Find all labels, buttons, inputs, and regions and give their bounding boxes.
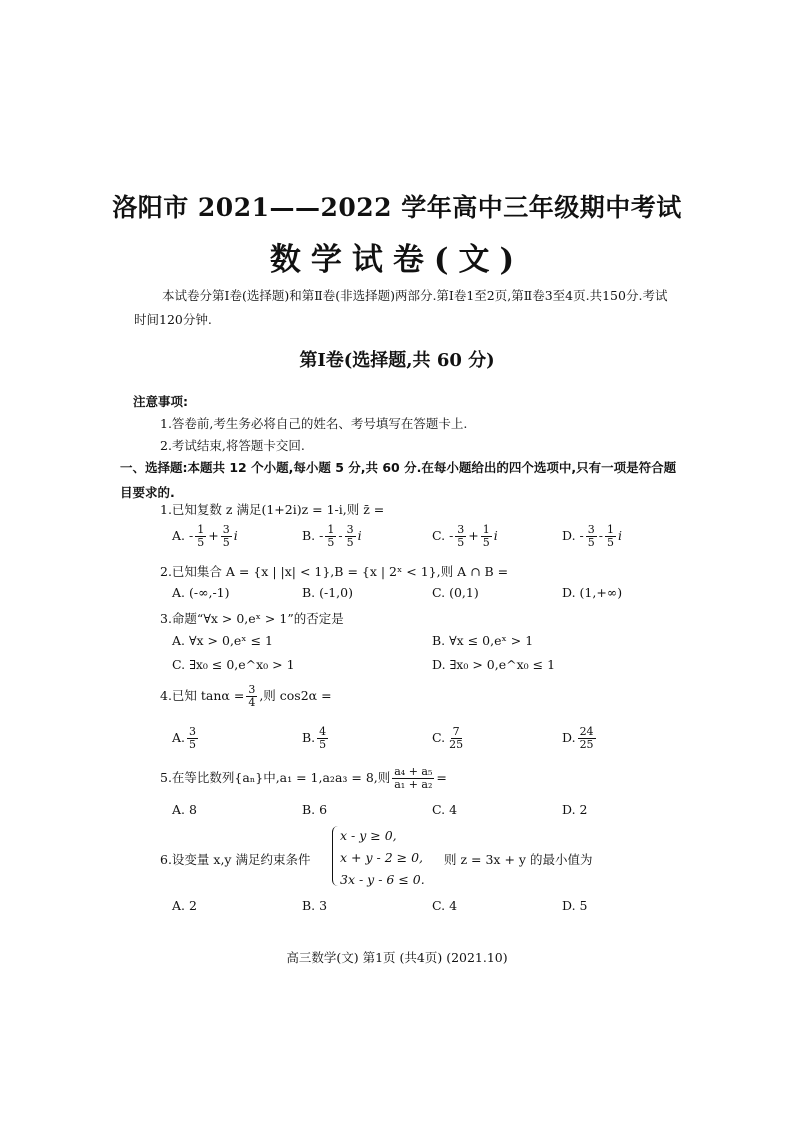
page-footer: 高三数学(文) 第1页 (共4页) (2021.10) <box>286 950 508 965</box>
question-4-option-b: B. $\frac{4}{5}$ <box>302 725 327 751</box>
question-2-option-d: D. (1,+∞) <box>562 585 623 600</box>
question-5-option-a: A. 8 <box>172 802 197 817</box>
question-2-option-c: C. (0,1) <box>432 585 479 600</box>
question-4-stem: 4.已知 tanα = $\frac{3}{4}$ ,则 cos2α = <box>160 683 332 709</box>
notes-heading: 注意事项: <box>133 394 188 409</box>
question-3-stem: 3.命题“∀x > 0,eˣ > 1”的否定是 <box>160 611 344 626</box>
section-instructions: 一、选择题:本题共 12 个小题,每小题 5 分,共 60 分.在每小题给出的四个选项中,只有一项是符合题目要求的. <box>120 460 677 500</box>
question-1-stem: 1.已知复数 z 满足(1+2i)z = 1-i,则 z̄ = <box>160 502 385 517</box>
question-1-option-a: A. - $\frac{1}{5}$ + $\frac{3}{5}$ i <box>172 523 238 549</box>
exam-title: 洛阳市 2021——2022 学年高中三年级期中考试 <box>112 193 682 222</box>
question-3-option-a: A. ∀x > 0,eˣ ≤ 1 <box>172 633 273 648</box>
question-3-option-d: D. ∃x₀ > 0,e^x₀ ≤ 1 <box>432 657 556 672</box>
constraint-brace <box>332 826 339 886</box>
constraint-line: 3x - y - 6 ≤ 0. <box>340 872 425 887</box>
question-3-option-b: B. ∀x ≤ 0,eˣ > 1 <box>432 633 534 648</box>
question-2-option-b: B. (-1,0) <box>302 585 353 600</box>
question-5-option-c: C. 4 <box>432 802 458 817</box>
exam-subtitle: 数学试卷(文) <box>269 242 525 278</box>
question-2-option-a: A. (-∞,-1) <box>172 585 230 600</box>
constraint-line: x - y ≥ 0, <box>340 828 397 843</box>
question-3-option-c: C. ∃x₀ ≤ 0,e^x₀ > 1 <box>172 657 295 672</box>
question-6-option-a: A. 2 <box>172 898 197 913</box>
question-6-option-d: D. 5 <box>562 898 588 913</box>
exam-intro: 本试卷分第Ⅰ卷(选择题)和第Ⅱ卷(非选择题)两部分.第Ⅰ卷1至2页,第Ⅱ卷3至4页.共150分.考试时间120分钟. <box>134 288 668 327</box>
question-6-option-c: C. 4 <box>432 898 458 913</box>
question-5-option-d: D. 2 <box>562 802 588 817</box>
question-4-option-c: C. $\frac{7}{25}$ <box>432 725 464 751</box>
constraint-line: x + y - 2 ≥ 0, <box>340 850 424 865</box>
question-6-stem: 6.设变量 x,y 满足约束条件 <box>160 852 311 867</box>
question-4-option-d: D. $\frac{24}{25}$ <box>562 725 594 751</box>
question-1-option-b: B. - $\frac{1}{5}$ - $\frac{3}{5}$ i <box>302 523 362 549</box>
part-one-heading: 第Ⅰ卷(选择题,共 60 分) <box>299 350 495 371</box>
question-5-stem: 5.在等比数列{aₙ}中,a₁ = 1,a₂a₃ = 8,则 $\frac{\text{a₄ + a₅}}{\text{a₁ + a₂}}$ = <box>160 765 447 791</box>
question-1-option-d: D. - $\frac{3}{5}$ - $\frac{1}{5}$ i <box>562 523 622 549</box>
question-2-stem: 2.已知集合 A = {x | |x| < 1},B = {x | 2ˣ < 1},则 A ∩ B = <box>160 564 509 579</box>
question-1-option-c: C. - $\frac{3}{5}$ + $\frac{1}{5}$ i <box>432 523 498 549</box>
note-item: 1.答卷前,考生务必将自己的姓名、考号填写在答题卡上. <box>160 416 468 431</box>
note-item: 2.考试结束,将答题卡交回. <box>160 438 305 453</box>
question-5-option-b: B. 6 <box>302 802 328 817</box>
question-6-stem-tail: 则 z = 3x + y 的最小值为 <box>444 852 593 867</box>
question-6-option-b: B. 3 <box>302 898 328 913</box>
question-4-option-a: A. $\frac{3}{5}$ <box>172 725 197 751</box>
